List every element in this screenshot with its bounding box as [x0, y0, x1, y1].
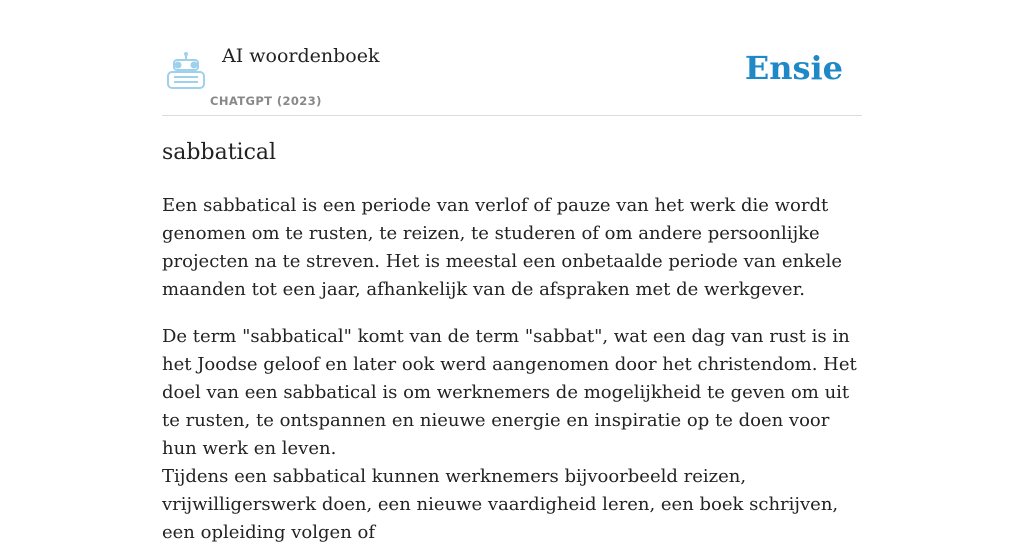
robot-icon [166, 52, 206, 90]
entry-paragraph: Een sabbatical is een periode van verlof of pauze van het werk die wordt genomen om te rusten, te reizen, te studeren of om andere persoonlijke projecten na te streven. Het is meestal een onbetaalde periode van enkele maanden tot een jaar, afhankelijk van de afspraken met de werkgever. [162, 195, 843, 300]
header [162, 0, 862, 116]
entry-paragraph: De term "sabbatical" komt van de term "sabbat", wat een dag van rust is in het Joodse geloof en later ook werd aangenomen door het christendom. Het doel van een sabbatical is om werknemers de mogelijkheid te geven om uit te rusten, te ontspannen en nieuwe energie en inspiratie op te doen voor hun werk en leven. [162, 326, 857, 459]
entry-paragraph: Tijdens een sabbatical kunnen werknemers bijvoorbeeld reizen, vrijwilligerswerk doen, een nieuwe vaardigheid leren, een boek schrijven, een opleiding volgen of [162, 466, 839, 543]
entry-term: sabbatical [162, 140, 277, 165]
brand-logo[interactable]: Ensie [744, 49, 843, 87]
source-title: AI woordenboek [222, 45, 380, 67]
source-subtitle: CHATGPT (2023) [210, 94, 322, 108]
content-container [162, 0, 862, 543]
